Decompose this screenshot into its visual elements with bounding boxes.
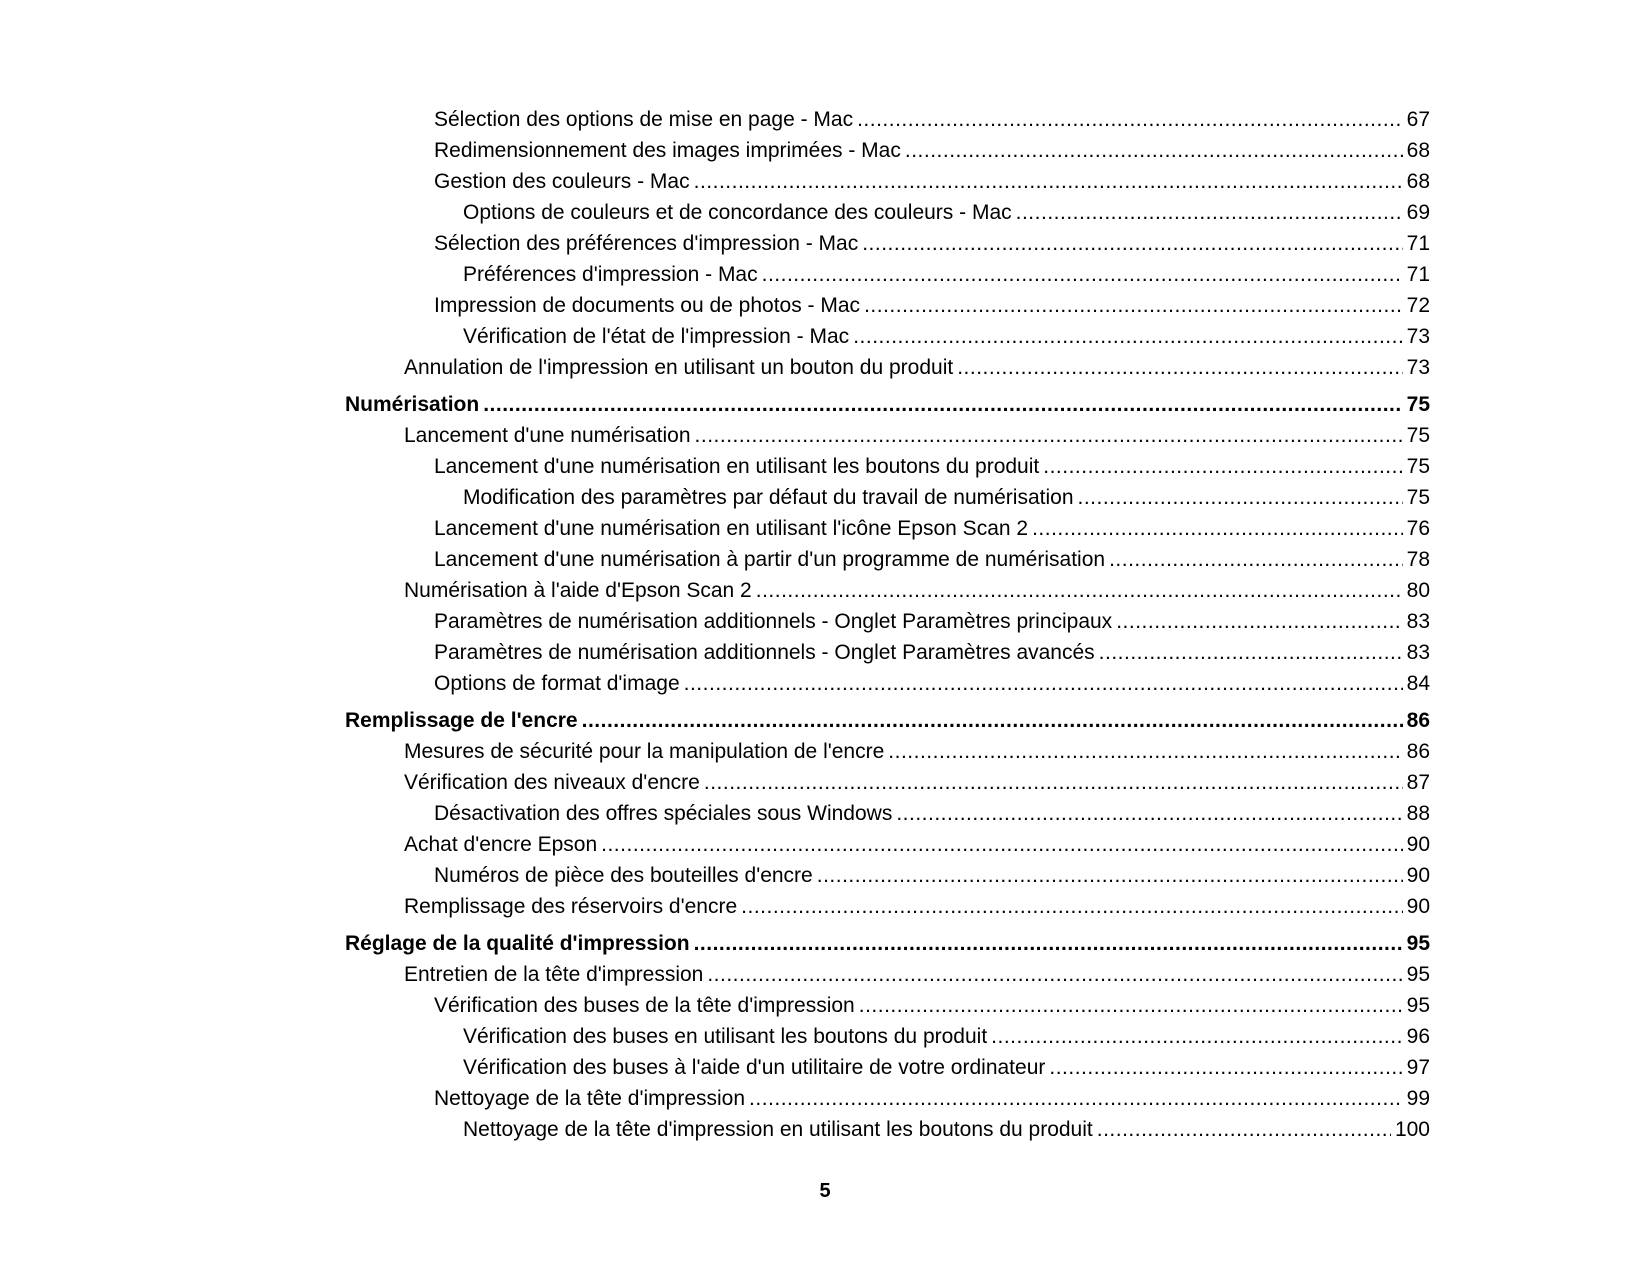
dot-leader xyxy=(817,860,1403,891)
toc-entry[interactable] xyxy=(345,959,1430,990)
dot-leader xyxy=(707,959,1402,990)
dot-leader xyxy=(704,767,1403,798)
toc-entry[interactable] xyxy=(345,352,1430,383)
dot-leader xyxy=(1016,197,1403,228)
toc-entry-title: Remplissage des réservoirs d'encre xyxy=(404,895,738,918)
toc-entry-title: Achat d'encre Epson xyxy=(404,833,598,856)
toc-entry-page: 86 xyxy=(1406,709,1430,732)
toc-entry-page: 69 xyxy=(1406,201,1430,224)
toc-entry-title: Remplissage de l'encre xyxy=(345,709,578,732)
toc-entry[interactable] xyxy=(345,482,1430,513)
toc-entry[interactable] xyxy=(345,104,1430,135)
dot-leader xyxy=(857,104,1403,135)
dot-leader xyxy=(762,259,1403,290)
toc-entry[interactable] xyxy=(345,420,1430,451)
toc-chapter-entry[interactable] xyxy=(345,928,1430,959)
toc-entry-title: Modification des paramètres par défaut du travail de numérisation xyxy=(463,486,1074,509)
toc-entry-page: 72 xyxy=(1406,294,1430,317)
toc-entry-page: 75 xyxy=(1406,424,1430,447)
toc-entry-title: Paramètres de numérisation additionnels - Onglet Paramètres principaux xyxy=(434,610,1113,633)
dot-leader xyxy=(905,135,1403,166)
toc-entry-title: Numérisation à l'aide d'Epson Scan 2 xyxy=(404,579,752,602)
toc-entry-page: 90 xyxy=(1406,833,1430,856)
toc-entry-title: Gestion des couleurs - Mac xyxy=(434,170,690,193)
toc-entry[interactable] xyxy=(345,990,1430,1021)
toc-entry[interactable] xyxy=(345,606,1430,637)
toc-entry[interactable] xyxy=(345,1083,1430,1114)
toc-entry-page: 97 xyxy=(1406,1056,1430,1079)
dot-leader xyxy=(862,228,1402,259)
toc-entry-title: Options de format d'image xyxy=(434,672,680,695)
page-number: 5 xyxy=(819,1180,831,1202)
toc-entry[interactable] xyxy=(345,798,1430,829)
toc-entry-page: 67 xyxy=(1406,108,1430,131)
dot-leader xyxy=(483,389,1402,420)
dot-leader xyxy=(684,668,1403,699)
dot-leader xyxy=(1097,1114,1391,1145)
toc-entry-title: Vérification des niveaux d'encre xyxy=(404,771,700,794)
dot-leader xyxy=(1043,451,1402,482)
toc-entry-page: 76 xyxy=(1406,517,1430,540)
dot-leader xyxy=(741,891,1402,922)
toc-entry-title: Vérification des buses en utilisant les boutons du produit xyxy=(463,1025,988,1048)
dot-leader xyxy=(694,928,1403,959)
toc-entry-title: Impression de documents ou de photos - Mac xyxy=(434,294,861,317)
toc-entry[interactable] xyxy=(345,321,1430,352)
toc-entry-title: Numéros de pièce des bouteilles d'encre xyxy=(434,864,813,887)
toc-entry[interactable] xyxy=(345,451,1430,482)
toc-entry[interactable] xyxy=(345,1052,1430,1083)
toc-entry-page: 75 xyxy=(1406,393,1430,416)
toc-entry-page: 86 xyxy=(1406,740,1430,763)
toc-chapter-entry[interactable] xyxy=(345,705,1430,736)
toc-entry[interactable] xyxy=(345,1021,1430,1052)
dot-leader xyxy=(1109,544,1403,575)
toc-entry-title: Annulation de l'impression en utilisant un bouton du produit xyxy=(404,356,954,379)
toc-entry-title: Mesures de sécurité pour la manipulation de l'encre xyxy=(404,740,885,763)
toc-entry-page: 84 xyxy=(1406,672,1430,695)
toc-entry-title: Redimensionnement des images imprimées - Mac xyxy=(434,139,901,162)
toc-entry-title: Lancement d'une numérisation en utilisant les boutons du produit xyxy=(434,455,1040,478)
toc-entry-page: 75 xyxy=(1406,486,1430,509)
dot-leader xyxy=(853,321,1402,352)
toc-entry-page: 83 xyxy=(1406,641,1430,664)
toc-chapter-entry[interactable] xyxy=(345,389,1430,420)
dot-leader xyxy=(896,798,1402,829)
toc-entry[interactable] xyxy=(345,544,1430,575)
dot-leader xyxy=(864,290,1403,321)
dot-leader xyxy=(1099,637,1403,668)
toc-entry[interactable] xyxy=(345,513,1430,544)
toc-entry-title: Vérification de l'état de l'impression - Mac xyxy=(463,325,850,348)
toc-entry-title: Désactivation des offres spéciales sous Windows xyxy=(434,802,893,825)
dot-leader xyxy=(749,1083,1403,1114)
dot-leader xyxy=(694,166,1403,197)
toc-entry[interactable] xyxy=(345,637,1430,668)
toc-entry-title: Nettoyage de la tête d'impression xyxy=(434,1087,746,1110)
toc-entry-page: 87 xyxy=(1406,771,1430,794)
toc-entry-page: 68 xyxy=(1406,139,1430,162)
toc-entry[interactable] xyxy=(345,290,1430,321)
dot-leader xyxy=(888,736,1402,767)
toc-entry-page: 95 xyxy=(1406,994,1430,1017)
toc-entry-page: 78 xyxy=(1406,548,1430,571)
toc-entry-title: Réglage de la qualité d'impression xyxy=(345,932,690,955)
dot-leader xyxy=(1078,482,1403,513)
toc-entry[interactable] xyxy=(345,166,1430,197)
toc-entry[interactable] xyxy=(345,1114,1430,1145)
toc-entry[interactable] xyxy=(345,575,1430,606)
toc-entry-title: Paramètres de numérisation additionnels - Onglet Paramètres avancés xyxy=(434,641,1095,664)
dot-leader xyxy=(991,1021,1402,1052)
dot-leader xyxy=(582,705,1403,736)
toc-entry-title: Options de couleurs et de concordance des couleurs - Mac xyxy=(463,201,1012,224)
dot-leader xyxy=(695,420,1403,451)
dot-leader xyxy=(1049,1052,1402,1083)
toc-entry-title: Numérisation xyxy=(345,393,480,416)
toc-entry-title: Sélection des options de mise en page - Mac xyxy=(434,108,854,131)
toc-entry[interactable] xyxy=(345,228,1430,259)
toc-entry-page: 73 xyxy=(1406,356,1430,379)
toc-entry[interactable] xyxy=(345,891,1430,922)
toc-entry-page: 95 xyxy=(1406,932,1430,955)
toc-entry-title: Entretien de la tête d'impression xyxy=(404,963,704,986)
toc-entry-page: 99 xyxy=(1406,1087,1430,1110)
dot-leader xyxy=(756,575,1403,606)
toc-entry-page: 71 xyxy=(1406,263,1430,286)
toc-entry-page: 88 xyxy=(1406,802,1430,825)
toc-entry-page: 75 xyxy=(1406,455,1430,478)
dot-leader xyxy=(601,829,1403,860)
toc-entry[interactable] xyxy=(345,197,1430,228)
toc-entry[interactable] xyxy=(345,767,1430,798)
dot-leader xyxy=(957,352,1402,383)
toc-entry-page: 71 xyxy=(1406,232,1430,255)
toc-entry[interactable] xyxy=(345,668,1430,699)
toc-entry-title: Lancement d'une numérisation à partir d'un programme de numérisation xyxy=(434,548,1106,571)
toc-entry-title: Vérification des buses à l'aide d'un utilitaire de votre ordinateur xyxy=(463,1056,1046,1079)
toc-entry-title: Lancement d'une numérisation xyxy=(404,424,691,447)
table-of-contents xyxy=(345,104,1430,1145)
toc-entry[interactable] xyxy=(345,829,1430,860)
toc-entry[interactable] xyxy=(345,860,1430,891)
toc-entry-title: Lancement d'une numérisation en utilisant l'icône Epson Scan 2 xyxy=(434,517,1029,540)
toc-entry[interactable] xyxy=(345,259,1430,290)
toc-entry-page: 95 xyxy=(1406,963,1430,986)
toc-entry[interactable] xyxy=(345,135,1430,166)
toc-entry-page: 83 xyxy=(1406,610,1430,633)
toc-entry-page: 90 xyxy=(1406,864,1430,887)
toc-entry-title: Préférences d'impression - Mac xyxy=(463,263,758,286)
toc-entry-page: 100 xyxy=(1394,1118,1430,1141)
toc-entry-title: Vérification des buses de la tête d'impression xyxy=(434,994,855,1017)
toc-entry-page: 80 xyxy=(1406,579,1430,602)
toc-entry-title: Nettoyage de la tête d'impression en utilisant les boutons du produit xyxy=(463,1118,1093,1141)
toc-entry-page: 90 xyxy=(1406,895,1430,918)
toc-entry-title: Sélection des préférences d'impression - Mac xyxy=(434,232,859,255)
dot-leader xyxy=(1116,606,1402,637)
dot-leader xyxy=(1032,513,1403,544)
toc-entry[interactable] xyxy=(345,736,1430,767)
toc-entry-page: 73 xyxy=(1406,325,1430,348)
dot-leader xyxy=(859,990,1403,1021)
toc-entry-page: 96 xyxy=(1406,1025,1430,1048)
toc-entry-page: 68 xyxy=(1406,170,1430,193)
